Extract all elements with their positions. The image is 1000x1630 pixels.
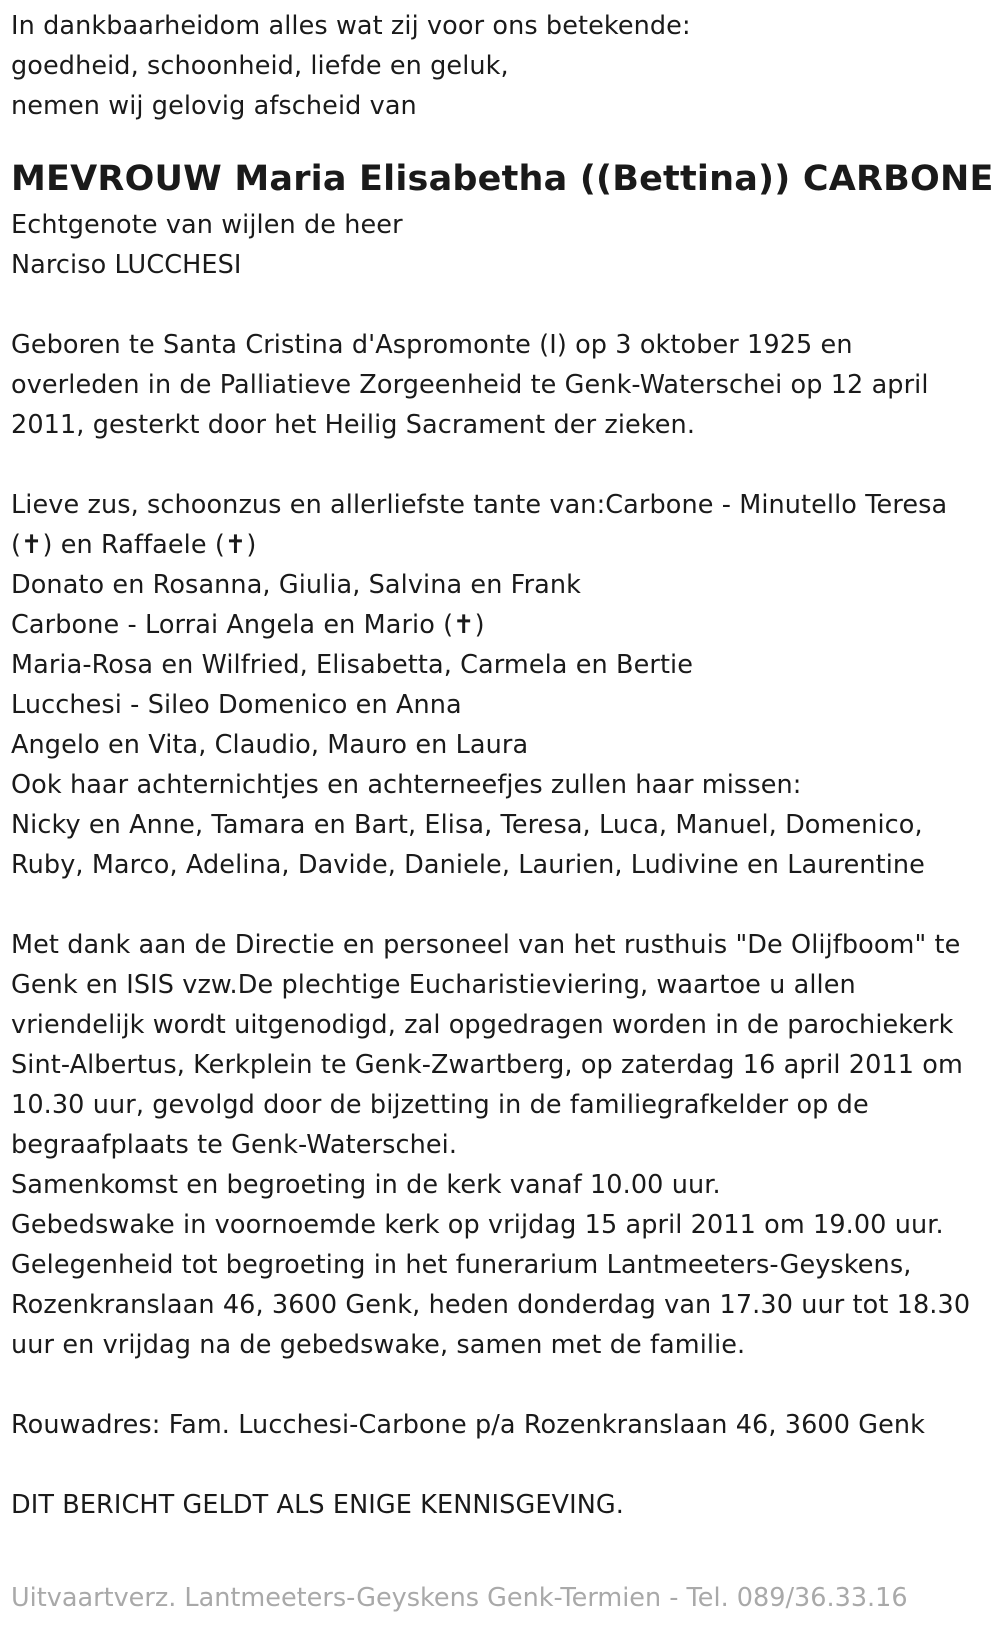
service-line: begraafplaats te Genk-Waterschei.: [11, 1130, 458, 1160]
family-line: Lieve zus, schoonzus en allerliefste tante van:Carbone - Minutello Teresa: [11, 490, 948, 520]
service-line: Samenkomst en begroeting in de kerk vanaf 10.00 uur.: [11, 1170, 721, 1200]
family-section: [11, 485, 991, 885]
intro-line: goedheid, schoonheid, liefde en geluk,: [11, 51, 509, 81]
service-line: 10.30 uur, gevolgd door de bijzetting in de familiegrafkelder op de: [11, 1090, 869, 1120]
service-line: Gelegenheid tot begroeting in het funerarium Lantmeeters-Geyskens,: [11, 1250, 912, 1280]
family-line: Nicky en Anne, Tamara en Bart, Elisa, Teresa, Luca, Manuel, Domenico,: [11, 810, 923, 840]
family-line: Donato en Rosanna, Giulia, Salvina en Frank: [11, 570, 582, 600]
deceased-name: MEVROUW Maria Elisabetha ((Bettina)) CARBONE: [11, 159, 994, 199]
mourning-address: Rouwadres: Fam. Lucchesi-Carbone p/a Rozenkranslaan 46, 3600 Genk: [11, 1410, 926, 1440]
service-section: [11, 925, 991, 1365]
family-line: Maria-Rosa en Wilfried, Elisabetta, Carmela en Bertie: [11, 650, 694, 680]
family-line: Carbone - Lorrai Angela en Mario (✝): [11, 610, 485, 640]
family-line: (✝) en Raffaele (✝): [11, 530, 257, 560]
spouse-line: Echtgenote van wijlen de heer: [11, 210, 403, 240]
funeral-home-footer: Uitvaartverz. Lantmeeters-Geyskens Genk-Termien - Tel. 089/36.33.16: [11, 1583, 908, 1613]
spouse-section: [11, 205, 991, 285]
birth-line: 2011, gesterkt door het Heilig Sacrament der zieken.: [11, 410, 696, 440]
family-line: Lucchesi - Sileo Domenico en Anna: [11, 690, 462, 720]
birth-section: [11, 325, 991, 445]
spacer: [11, 1365, 991, 1405]
service-line: Sint-Albertus, Kerkplein te Genk-Zwartberg, op zaterdag 16 april 2011 om: [11, 1050, 963, 1080]
service-line: Met dank aan de Directie en personeel van het rusthuis "De Olijfboom" te: [11, 930, 961, 960]
family-line: Ruby, Marco, Adelina, Davide, Daniele, Laurien, Ludivine en Laurentine: [11, 850, 925, 880]
obituary-notice: [11, 6, 994, 1525]
intro-line: nemen wij gelovig afscheid van: [11, 91, 417, 121]
notice-statement: DIT BERICHT GELDT ALS ENIGE KENNISGEVING.: [11, 1490, 624, 1520]
intro-line: In dankbaarheidom alles wat zij voor ons betekende:: [11, 11, 691, 41]
service-line: Genk en ISIS vzw.De plechtige Eucharistieviering, waartoe u allen: [11, 970, 856, 1000]
service-line: vriendelijk wordt uitgenodigd, zal opgedragen worden in de parochiekerk: [11, 1010, 954, 1040]
service-line: Gebedswake in voornoemde kerk op vrijdag 15 april 2011 om 19.00 uur.: [11, 1210, 944, 1240]
spouse-line: Narciso LUCCHESI: [11, 250, 242, 280]
family-line: Ook haar achternichtjes en achterneefjes zullen haar missen:: [11, 770, 802, 800]
intro-section: [11, 6, 991, 126]
spacer: [11, 885, 991, 925]
spacer: [11, 285, 991, 325]
birth-line: Geboren te Santa Cristina d'Aspromonte (I) op 3 oktober 1925 en: [11, 330, 853, 360]
service-line: uur en vrijdag na de gebedswake, samen met de familie.: [11, 1330, 746, 1360]
family-line: Angelo en Vita, Claudio, Mauro en Laura: [11, 730, 529, 760]
spacer: [11, 445, 991, 485]
birth-line: overleden in de Palliatieve Zorgeenheid te Genk-Waterschei op 12 april: [11, 370, 929, 400]
spacer: [11, 1445, 991, 1485]
service-line: Rozenkranslaan 46, 3600 Genk, heden donderdag van 17.30 uur tot 18.30: [11, 1290, 971, 1320]
